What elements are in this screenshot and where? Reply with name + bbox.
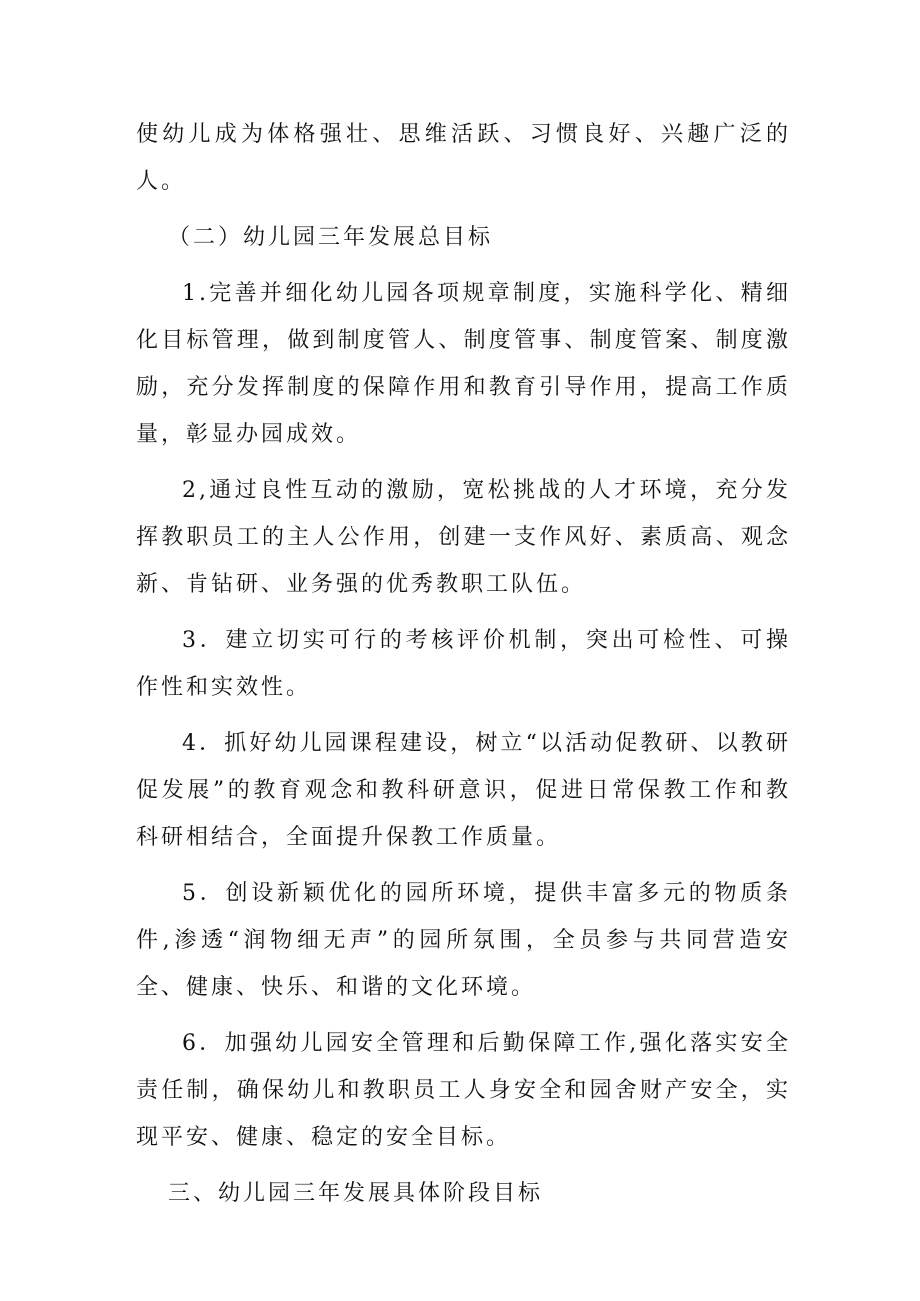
section-heading-stage-goals: 三、幼儿园三年发展具体阶段目标 [168, 1181, 544, 1206]
goal-item-3: 3．建立切实可行的考核评价机制，突出可检性、可操作性和实效性。 [136, 628, 791, 700]
goal-item-6: 6．加强幼儿园安全管理和后勤保障工作,强化落实安全责任制，确保幼儿和教职员工人身安全和园舍财产安全，实现平安、健康、稳定的安全目标。 [136, 1031, 791, 1150]
paragraph-continuation: 使幼儿成为体格强壮、思维活跃、习惯良好、兴趣广泛的人。 [136, 122, 791, 194]
goal-item-4: 4．抓好幼儿园课程建设，树立“以活动促教研、以教研促发展”的教育观念和教科研意识，促进日常保教工作和教科研相结合，全面提升保教工作质量。 [136, 731, 791, 850]
goal-item-1: 1.完善并细化幼儿园各项规章制度，实施科学化、精细化目标管理，做到制度管人、制度管事、制度管案、制度激励，充分发挥制度的保障作用和教育引导作用，提高工作质量，彰显办园成效。 [136, 281, 791, 447]
goal-item-5: 5．创设新颖优化的园所环境，提供丰富多元的物质条件,渗透“润物细无声”的园所氛围，全员参与共同营造安全、健康、快乐、和谐的文化环境。 [136, 881, 791, 1000]
goal-item-2: 2,通过良性互动的激励，宽松挑战的人才环境，充分发挥教职员工的主人公作用，创建一支作风好、素质高、观念新、肯钻研、业务强的优秀教职工队伍。 [136, 478, 791, 597]
section-heading-overall-goals: （二）幼儿园三年发展总目标 [168, 225, 494, 250]
document-body [136, 111, 791, 1226]
